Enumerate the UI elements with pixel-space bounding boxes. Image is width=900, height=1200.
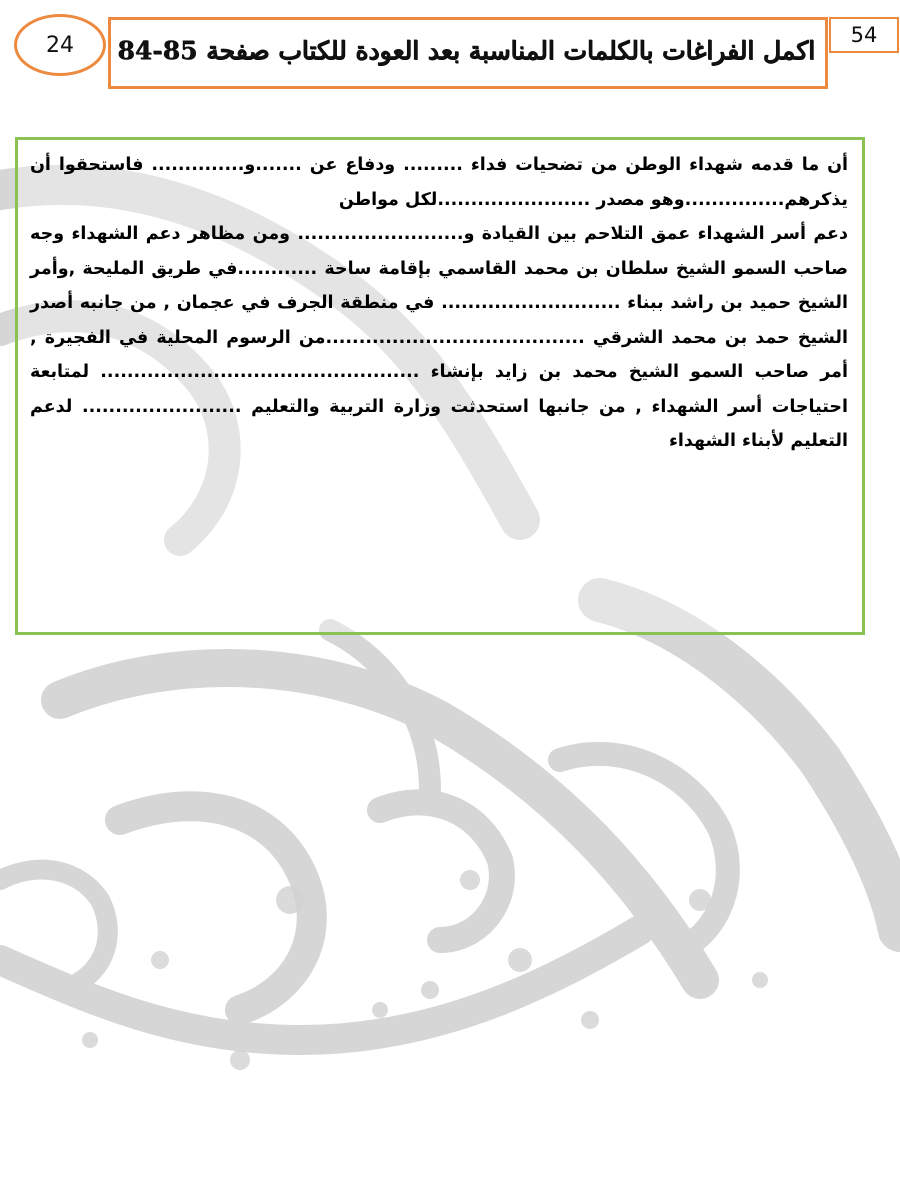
- page-number: 24: [14, 14, 106, 76]
- paragraph-martyrs-sacrifices: أن ما قدمه شهداء الوطن من تضحيات فداء ......... ودفاع عن .......و.............. فاستحقوا أن يذكرهم...............وهو مصدر .......................لكل مواطن: [30, 155, 848, 210]
- exercise-box: [15, 137, 865, 635]
- title-box: [108, 17, 828, 89]
- paragraph-support-families: دعم أسر الشهداء عمق التلاحم بين القيادة و......................... ومن مظاهر دعم الشهداء وجه صاحب السمو الشيخ سلطان بن محمد القاسمي بإقامة ساحة ............في طريق المليحة ,وأمر الشيخ حميد بن راشد ببناء ........................... في منطقة الجرف في عجمان , من جانبه أصدر الشيخ حمد بن محمد الشرقي .......................................من الرسوم المحلية في الفجيرة , أمر صاحب السمو الشيخ محمد بن زايد بإنشاء ................................................ لمتابعة احتياجات أسر الشهداء , من جانبها استحدثت وزارة التربية والتعليم ........................ لدعم التعليم لأبناء الشهداء: [30, 224, 848, 451]
- page-title: اكمل الفراغات بالكلمات المناسبة بعد العودة للكتاب صفحة 85-84: [117, 35, 815, 65]
- question-number: 54: [829, 17, 899, 53]
